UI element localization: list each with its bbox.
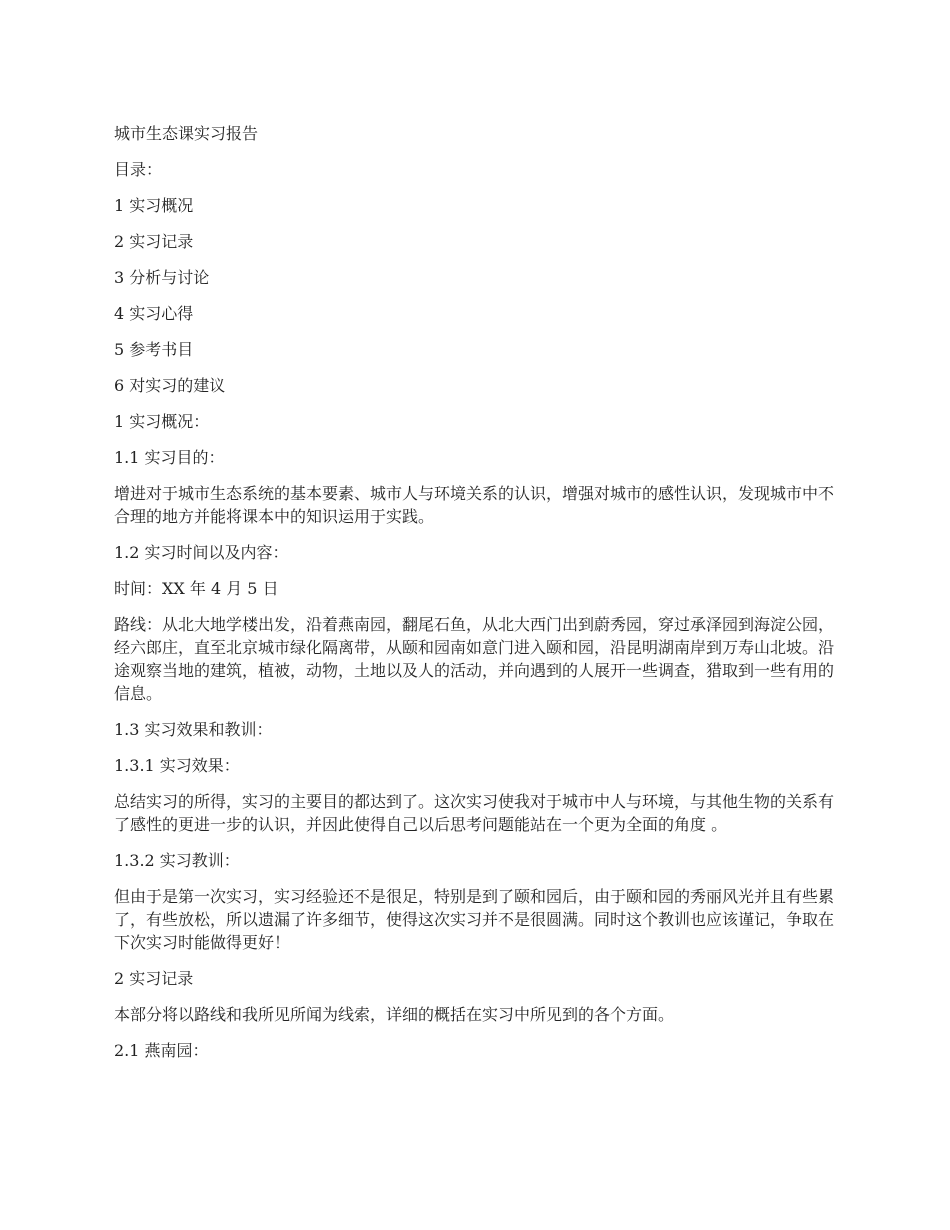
- section-heading: 1.3 实习效果和教训：: [114, 720, 273, 739]
- section-heading: 1.1 实习目的：: [114, 448, 225, 467]
- section-heading: 1.3.1 实习效果：: [114, 756, 240, 775]
- section-heading: 2.1 燕南园：: [114, 1041, 209, 1060]
- toc-item: 3 分析与讨论: [114, 268, 210, 287]
- paragraph: 增进对于城市生态系统的基本要素、城市人与环境关系的认识，增强对城市的感性认识，发现城市中不合理的地方并能将课本中的知识运用于实践。: [114, 484, 835, 526]
- section-heading: 2 实习记录: [114, 969, 194, 988]
- section-heading: 1.3.2 实习教训：: [114, 851, 240, 870]
- section-heading: 1.2 实习时间以及内容：: [114, 543, 289, 562]
- paragraph: 本部分将以路线和我所见所闻为线索，详细的概括在实习中所见到的各个方面。: [114, 1005, 675, 1024]
- toc-item: 2 实习记录: [114, 232, 194, 251]
- paragraph: 路线：从北大地学楼出发，沿着燕南园，翻尾石鱼，从北大西门出到蔚秀园，穿过承泽园到海淀公园，经六郎庄，直至北京城市绿化隔离带，从颐和园南如意门进入颐和园，沿昆明湖南岸到万寿山北坡。沿途观察当地的建筑，植被，动物，土地以及人的活动，并向遇到的人展开一些调查，猎取到一些有用的信息。: [114, 615, 835, 703]
- toc-item: 5 参考书目: [114, 340, 194, 359]
- section-heading: 1 实习概况：: [114, 412, 210, 431]
- paragraph: 但由于是第一次实习，实习经验还不是很足，特别是到了颐和园后，由于颐和园的秀丽风光并且有些累了，有些放松，所以遗漏了许多细节，使得这次实习并不是很圆满。同时这个教训也应该谨记，争取在下次实习时能做得更好！: [114, 887, 835, 952]
- toc-label: 目录：: [114, 160, 163, 179]
- paragraph: 总结实习的所得，实习的主要目的都达到了。这次实习使我对于城市中人与环境，与其他生物的关系有了感性的更进一步的认识，并因此使得自己以后思考问题能站在一个更为全面的角度 。: [114, 792, 835, 834]
- paragraph: 时间：XX 年 4 月 5 日: [114, 579, 279, 598]
- document-title: 城市生态课实习报告: [114, 124, 259, 143]
- document-page: [114, 122, 844, 1075]
- toc-item: 1 实习概况: [114, 196, 194, 215]
- toc-item: 4 实习心得: [114, 304, 194, 323]
- toc-item: 6 对实习的建议: [114, 376, 226, 395]
